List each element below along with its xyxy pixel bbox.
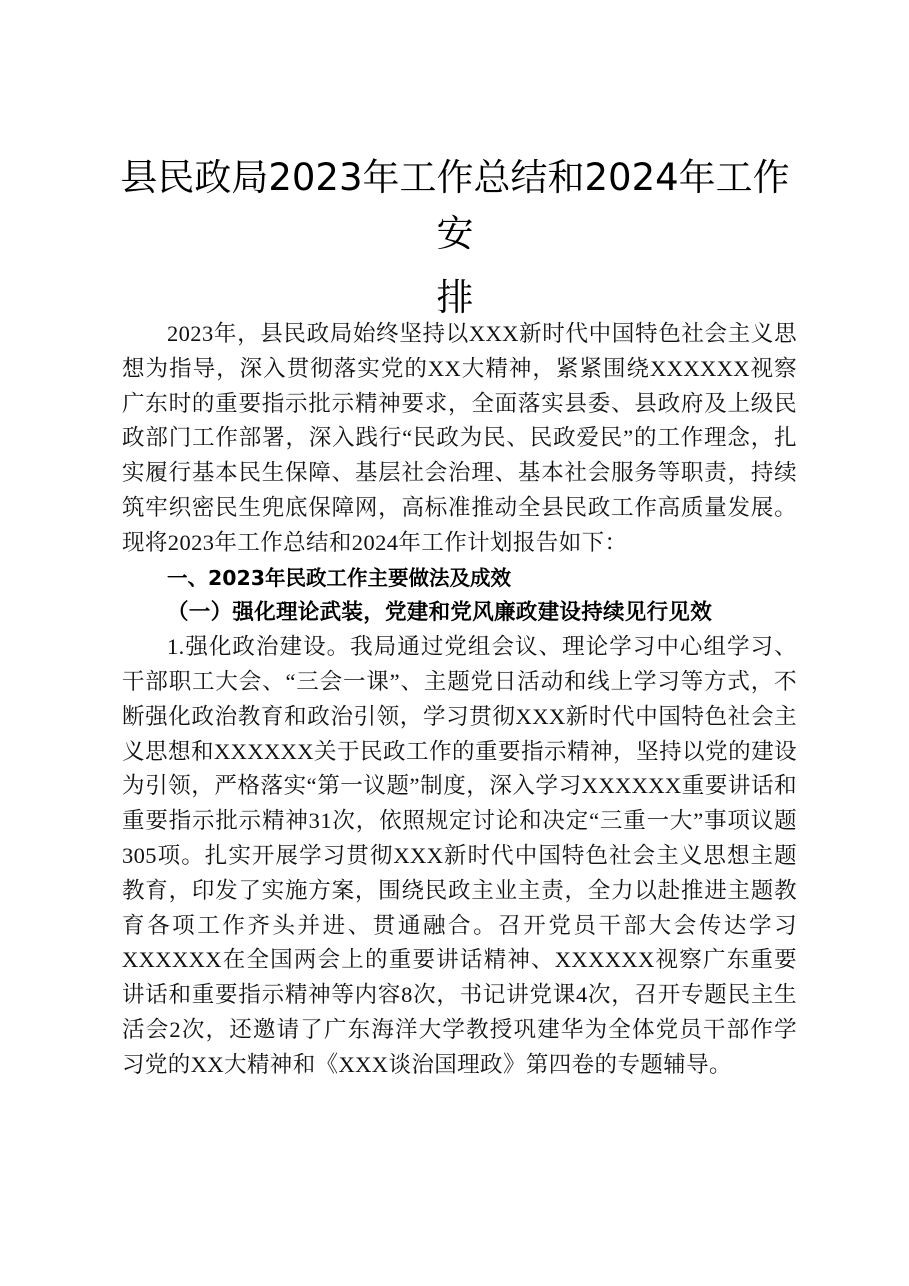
document-body <box>122 317 797 1083</box>
document-title-line1: 县民政局2023年工作总结和2024年工作安 <box>120 156 790 255</box>
document-title <box>120 150 790 326</box>
intro-paragraph: 2023年，县民政局始终坚持以XXX新时代中国特色社会主义思想为指导，深入贯彻落实党的XX大精神，紧紧围绕XXXXXX视察广东时的重要指示批示精神要求，全面落实县委、县政府及上级民政部门工作部署，深入践行“民政为民、民政爱民”的工作理念，扎实履行基本民生保障、基层社会治理、基本社会服务等职责，持续筑牢织密民生兜底保障网，高标准推动全县民政工作高质量发展。现将2023年工作总结和2024年工作计划报告如下： <box>122 321 797 555</box>
subsection-heading-1: （一）强化理论武装，党建和党风廉政建设持续见行见效 <box>167 600 713 625</box>
section-paragraph-1: 1.强化政治建设。我局通过党组会议、理论学习中心组学习、干部职工大会、“三会一课”、主题党日活动和线上学习等方式，不断强化政治教育和政治引领，学习贯彻XXX新时代中国特色社会主义思想和XXXXXX关于民政工作的重要指示精神，坚持以党的建设为引领，严格落实“第一议题”制度，深入学习XXXXXX重要讲话和重要指示批示精神31次，依照规定讨论和决定“三重一大”事项议题305项。扎实开展学习贯彻XXX新时代中国特色社会主义思想主题教育，印发了实施方案，围绕民政主业主责，全力以赴推进主题教育各项工作齐头并进、贯通融合。召开党员干部大会传达学习XXXXXX在全国两会上的重要讲话精神、XXXXXX视察广东重要讲话和重要指示精神等内容8次，书记讲党课4次，召开专题民主生活会2次，还邀请了广东海洋大学教授巩建华为全体党员干部作学习党的XX大精神和《XXX谈治国理政》第四卷的专题辅导。 <box>122 634 797 1077</box>
section-heading-1: 一、2023年民政工作主要做法及成效 <box>167 565 512 590</box>
document-title-line2: 排 <box>436 276 474 319</box>
